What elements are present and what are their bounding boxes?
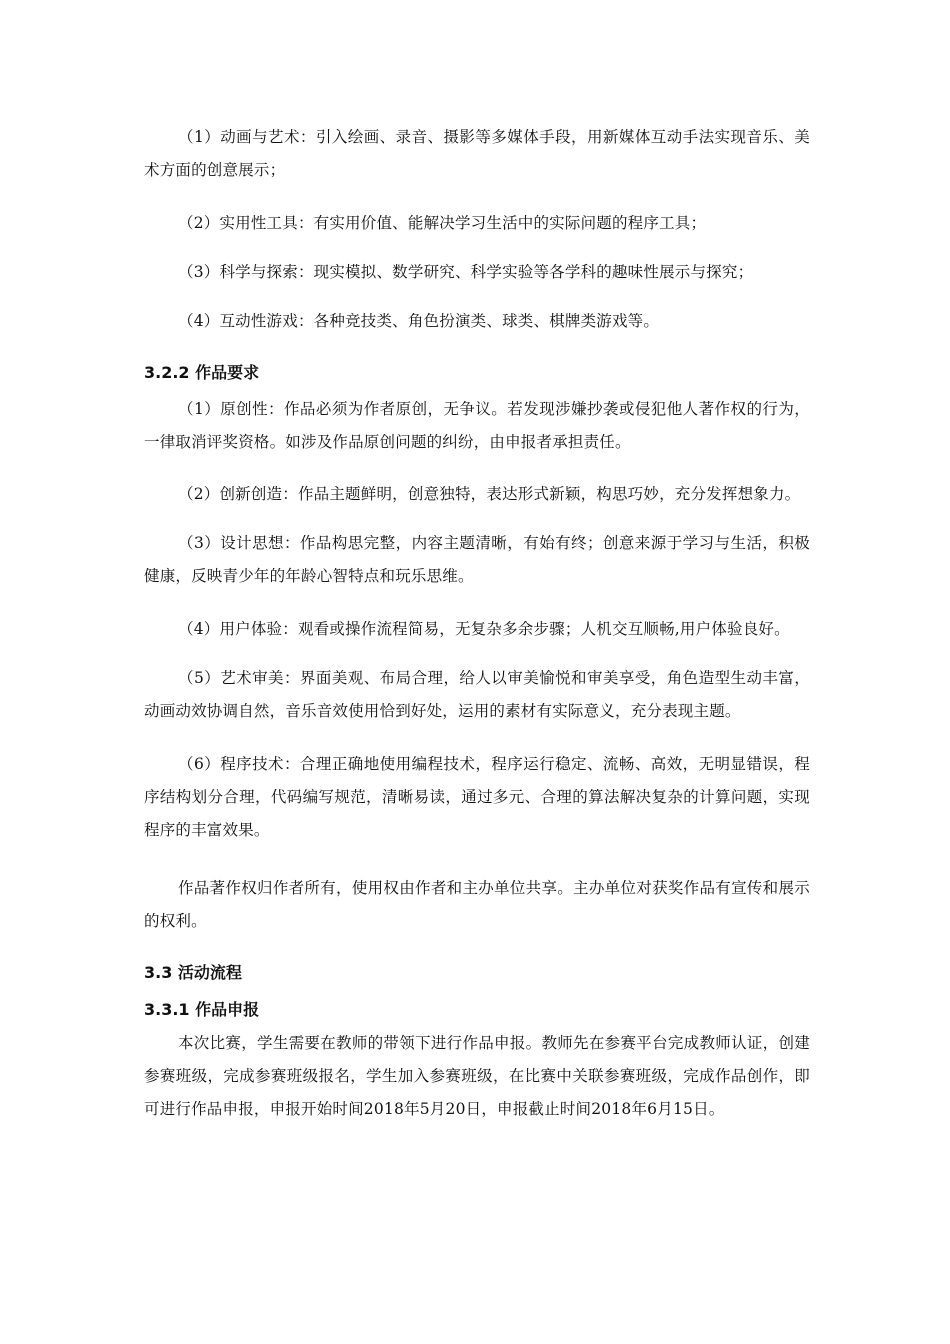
- section-heading-3-2-2: 3.2.2 作品要求: [144, 363, 260, 382]
- requirement-programming: （6）程序技术：合理正确地使用编程技术，程序运行稳定、流畅、高效，无明显错误，程序结构划分合理，代码编写规范，清晰易读，通过多元、合理的算法解决复杂的计算问题，实现程序的丰富效果。: [144, 755, 810, 839]
- section-heading-3-3: 3.3 活动流程: [144, 963, 242, 982]
- list-item-science-exploration: （3）科学与探索：现实模拟、数学研究、科学实验等各学科的趣味性展示与探究；: [178, 263, 754, 281]
- section-heading-3-3-1: 3.3.1 作品申报: [144, 1000, 260, 1019]
- requirement-user-experience: （4）用户体验：观看或操作流程简易，无复杂多余步骤；人机交互顺畅,用户体验良好。: [178, 620, 790, 638]
- list-item-interactive-games: （4）互动性游戏：各种竞技类、角色扮演类、球类、棋牌类游戏等。: [178, 312, 660, 330]
- list-item-practical-tools: （2）实用性工具：有实用价值、能解决学习生活中的实际问题的程序工具；: [178, 214, 707, 232]
- requirement-aesthetics: （5）艺术审美：界面美观、布局合理，给人以审美愉悦和审美享受，角色造型生动丰富，动画动效协调自然，音乐音效使用恰到好处，运用的素材有实际意义，充分表现主题。: [144, 669, 810, 720]
- copyright-statement: 作品著作权归作者所有，使用权由作者和主办单位共享。主办单位对获奖作品有宣传和展示的权利。: [144, 879, 810, 930]
- requirement-design-thinking: （3）设计思想：作品构思完整，内容主题清晰，有始有终；创意来源于学习与生活，积极健康，反映青少年的年龄心智特点和玩乐思维。: [144, 534, 810, 585]
- requirement-originality: （1）原创性：作品必须为作者原创，无争议。若发现涉嫌抄袭或侵犯他人著作权的行为，一律取消评奖资格。如涉及作品原创问题的纠纷，由申报者承担责任。: [144, 400, 810, 451]
- list-item-animation-art: （1）动画与艺术：引入绘画、录音、摄影等多媒体手段，用新媒体互动手法实现音乐、美术方面的创意展示；: [144, 128, 810, 179]
- requirement-innovation: （2）创新创造：作品主题鲜明，创意独特，表达形式新颖，构思巧妙，充分发挥想象力。: [178, 485, 801, 503]
- submission-paragraph: 本次比赛，学生需要在教师的带领下进行作品申报。教师先在参赛平台完成教师认证，创建参赛班级，完成参赛班级报名，学生加入参赛班级，在比赛中关联参赛班级，完成作品创作，即可进行作品申报，申报开始时间2018年5月20日，申报截止时间2018年6月15日。: [144, 1034, 810, 1118]
